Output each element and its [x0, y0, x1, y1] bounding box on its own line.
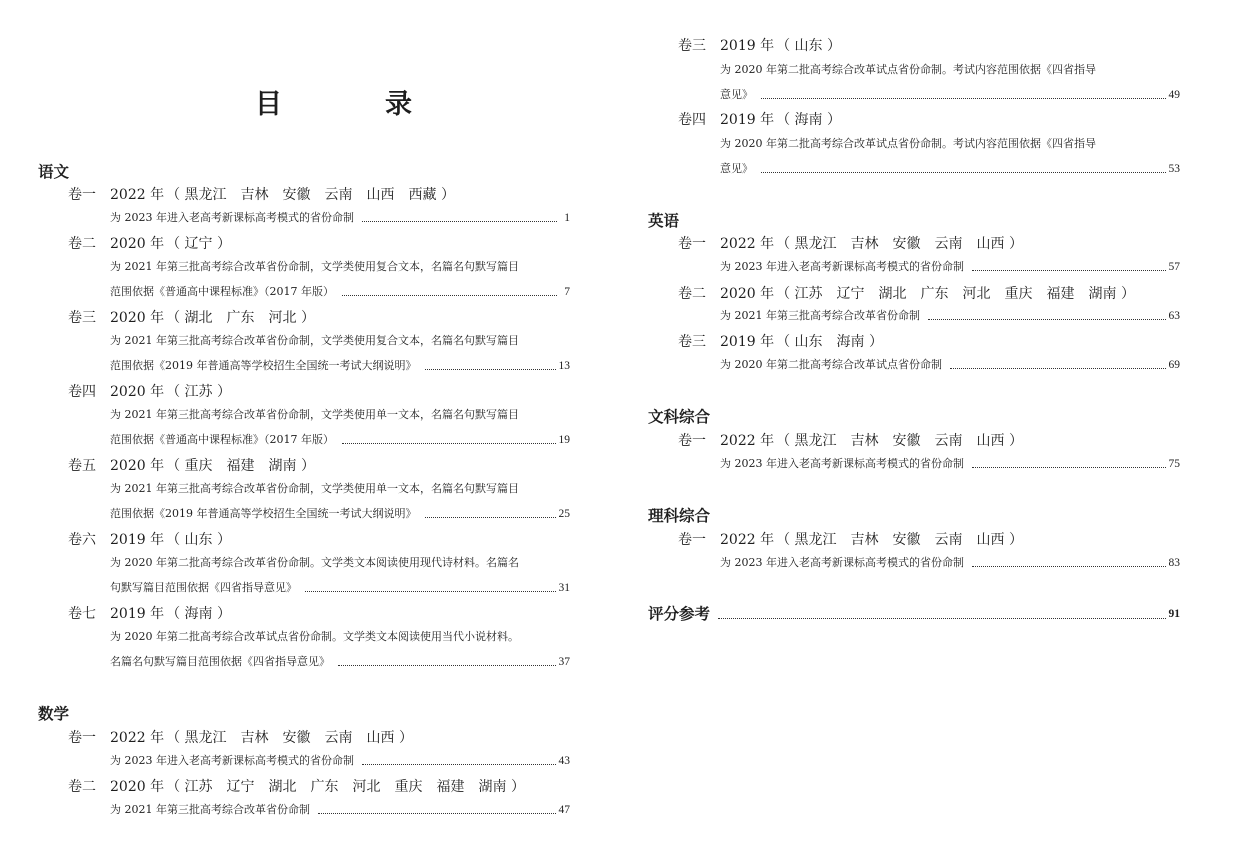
- volume-label: 卷四: [68, 384, 96, 400]
- dot-leader: [950, 368, 1166, 369]
- toc-entry-desc: [720, 358, 1180, 372]
- volume-year: 2020 年: [110, 310, 165, 326]
- volume-label: 卷二: [678, 286, 706, 302]
- toc-entry-desc: [720, 162, 1180, 176]
- page-number: 63: [1168, 310, 1180, 322]
- dot-leader: [972, 270, 1166, 271]
- toc-entry-title: [68, 309, 315, 327]
- volume-regions: （ 江苏 辽宁 湖北 广东 河北 重庆 福建 湖南 ）: [166, 779, 525, 795]
- volume-label: 卷三: [678, 334, 706, 350]
- volume-year: 2022 年: [720, 236, 775, 252]
- dot-leader: [342, 295, 557, 296]
- dot-leader: [362, 764, 556, 765]
- volume-label: 卷三: [68, 310, 96, 326]
- dot-leader: [338, 665, 556, 666]
- volume-label: 卷一: [678, 532, 706, 548]
- toc-entry-desc: [110, 507, 570, 521]
- desc-text: 范围依据《2019 年普通高等学校招生全国统一考试大纲说明》: [110, 359, 417, 372]
- volume-regions: （ 山东 ）: [166, 532, 231, 548]
- toc-entry-desc: [720, 260, 1180, 274]
- toc-entry-desc: [110, 655, 570, 669]
- desc-text: 为 2021 年第三批高考综合改革省份命制，文学类使用复合文本，名篇名句默写篇目: [110, 260, 519, 273]
- volume-label: 卷一: [678, 433, 706, 449]
- desc-text: 范围依据《2019 年普通高等学校招生全国统一考试大纲说明》: [110, 507, 417, 520]
- desc-text: 为 2023 年进入老高考新课标高考模式的省份命制: [110, 211, 354, 224]
- page-number: 31: [558, 582, 570, 594]
- dot-leader: [761, 98, 1166, 99]
- volume-label: 卷七: [68, 606, 96, 622]
- dot-leader: [761, 172, 1166, 173]
- volume-regions: （ 江苏 辽宁 湖北 广东 河北 重庆 福建 湖南 ）: [776, 286, 1135, 302]
- volume-year: 2020 年: [720, 286, 775, 302]
- section-heading-math: 数学: [38, 705, 70, 723]
- volume-label: 卷四: [678, 112, 706, 128]
- section-heading-science: 理科综合: [648, 507, 711, 525]
- desc-text: 为 2023 年进入老高考新课标高考模式的省份命制: [720, 260, 964, 273]
- dot-leader: [362, 221, 557, 222]
- toc-entry-desc: [110, 754, 570, 768]
- volume-year: 2020 年: [110, 779, 165, 795]
- desc-text: 为 2021 年第三批高考综合改革省份命制，文学类使用单一文本，名篇名句默写篇目: [110, 482, 519, 495]
- volume-label: 卷五: [68, 458, 96, 474]
- desc-text: 为 2023 年进入老高考新课标高考模式的省份命制: [720, 457, 964, 470]
- volume-year: 2020 年: [110, 384, 165, 400]
- volume-label: 卷一: [68, 187, 96, 203]
- desc-text: 名篇名句默写篇目范围依据《四省指导意见》: [110, 655, 330, 668]
- volume-year: 2022 年: [110, 187, 165, 203]
- page-number: 53: [1168, 163, 1180, 175]
- desc-text: 意见》: [720, 88, 753, 101]
- volume-label: 卷六: [68, 532, 96, 548]
- dot-leader: [318, 813, 556, 814]
- toc-entry-title: [678, 432, 1023, 450]
- desc-text: 为 2020 年第二批高考综合改革省份命制。文学类文本阅读使用现代诗材料。名篇名: [110, 556, 519, 569]
- toc-entry-title: [68, 729, 413, 747]
- dot-leader: [928, 319, 1166, 320]
- toc-entry-title: [68, 186, 455, 204]
- toc-entry-title: [68, 605, 231, 623]
- toc-entry-desc: [110, 803, 570, 817]
- page-number: 57: [1168, 261, 1180, 273]
- page-number: 19: [558, 434, 570, 446]
- toc-entry-title: [678, 235, 1023, 253]
- desc-text: 为 2021 年第三批高考综合改革省份命制: [720, 309, 920, 322]
- section-heading-liberal-arts: 文科综合: [648, 408, 711, 426]
- volume-label: 卷一: [68, 730, 96, 746]
- volume-regions: （ 重庆 福建 湖南 ）: [166, 458, 315, 474]
- desc-text: 为 2020 年第二批高考综合改革试点省份命制。考试内容范围依据《四省指导: [720, 137, 1096, 150]
- volume-label: 卷三: [678, 38, 706, 54]
- volume-year: 2019 年: [720, 334, 775, 350]
- toc-entry-desc: [720, 88, 1180, 102]
- toc-entry-title: [68, 531, 231, 549]
- volume-label: 卷二: [68, 236, 96, 252]
- volume-year: 2019 年: [110, 606, 165, 622]
- volume-regions: （ 黑龙江 吉林 安徽 云南 山西 ）: [776, 532, 1023, 548]
- volume-year: 2022 年: [720, 433, 775, 449]
- page-number: 49: [1168, 89, 1180, 101]
- toc-entry-desc: [110, 433, 570, 447]
- page-title: 目 录: [255, 89, 450, 120]
- volume-year: 2019 年: [110, 532, 165, 548]
- toc-entry-title: [678, 111, 841, 129]
- dot-leader: [972, 467, 1166, 468]
- desc-text: 范围依据《普通高中课程标准》（2017 年版）: [110, 433, 334, 446]
- section-scoring-reference: [648, 604, 1180, 624]
- volume-regions: （ 黑龙江 吉林 安徽 云南 山西 西藏 ）: [166, 187, 455, 203]
- page-number: 83: [1168, 557, 1180, 569]
- volume-regions: （ 黑龙江 吉林 安徽 云南 山西 ）: [776, 433, 1023, 449]
- toc-entry-title: [678, 285, 1135, 303]
- volume-regions: （ 黑龙江 吉林 安徽 云南 山西 ）: [776, 236, 1023, 252]
- volume-year: 2020 年: [110, 458, 165, 474]
- volume-regions: （ 黑龙江 吉林 安徽 云南 山西 ）: [166, 730, 413, 746]
- desc-text: 句默写篇目范围依据《四省指导意见》: [110, 581, 297, 594]
- page-number: 37: [558, 656, 570, 668]
- desc-text: 意见》: [720, 162, 753, 175]
- dot-leader: [718, 618, 1165, 619]
- section-heading-english: 英语: [648, 212, 680, 230]
- toc-entry-desc: [720, 457, 1180, 471]
- volume-regions: （ 山东 ）: [776, 38, 841, 54]
- volume-label: 卷一: [678, 236, 706, 252]
- page-number: 7: [564, 286, 570, 298]
- toc-entry-desc: [720, 556, 1180, 570]
- desc-text: 为 2023 年进入老高考新课标高考模式的省份命制: [720, 556, 964, 569]
- toc-entry-title: [678, 531, 1023, 549]
- volume-regions: （ 湖北 广东 河北 ）: [166, 310, 315, 326]
- toc-entry-title: [68, 778, 525, 796]
- volume-regions: （ 山东 海南 ）: [776, 334, 883, 350]
- volume-regions: （ 海南 ）: [166, 606, 231, 622]
- desc-text: 为 2020 年第二批高考综合改革试点省份命制: [720, 358, 942, 371]
- page-number: 69: [1168, 359, 1180, 371]
- desc-text: 范围依据《普通高中课程标准》（2017 年版）: [110, 285, 334, 298]
- dot-leader: [972, 566, 1166, 567]
- toc-entry-desc: [110, 359, 570, 373]
- toc-entry-title: [68, 457, 315, 475]
- dot-leader: [342, 443, 556, 444]
- desc-text: 为 2021 年第三批高考综合改革省份命制: [110, 803, 310, 816]
- toc-entry-desc: [110, 211, 570, 225]
- dot-leader: [425, 517, 556, 518]
- volume-regions: （ 辽宁 ）: [166, 236, 231, 252]
- page-number: 13: [558, 360, 570, 372]
- toc-entry-title: [678, 37, 841, 55]
- volume-year: 2019 年: [720, 112, 775, 128]
- toc-entry-title: [68, 383, 231, 401]
- desc-text: 为 2020 年第二批高考综合改革试点省份命制。考试内容范围依据《四省指导: [720, 63, 1096, 76]
- volume-year: 2022 年: [110, 730, 165, 746]
- page-number: 47: [558, 804, 570, 816]
- volume-year: 2022 年: [720, 532, 775, 548]
- section-heading-chinese: 语文: [38, 163, 70, 181]
- toc-entry-desc: [720, 309, 1180, 323]
- page-number: 43: [558, 755, 570, 767]
- desc-text: 为 2021 年第三批高考综合改革省份命制，文学类使用单一文本，名篇名句默写篇目: [110, 408, 519, 421]
- volume-label: 卷二: [68, 779, 96, 795]
- page-number: 75: [1168, 458, 1180, 470]
- page-number: 1: [564, 212, 570, 224]
- toc-entry-desc: [110, 285, 570, 299]
- page-number: 91: [1168, 608, 1180, 620]
- desc-text: 为 2020 年第二批高考综合改革试点省份命制。文学类文本阅读使用当代小说材料。: [110, 630, 519, 643]
- dot-leader: [425, 369, 556, 370]
- desc-text: 为 2023 年进入老高考新课标高考模式的省份命制: [110, 754, 354, 767]
- volume-year: 2020 年: [110, 236, 165, 252]
- toc-entry-title: [678, 333, 883, 351]
- section-heading-scoring: 评分参考: [648, 605, 711, 623]
- toc-entry-title: [68, 235, 231, 253]
- volume-year: 2019 年: [720, 38, 775, 54]
- dot-leader: [305, 591, 556, 592]
- volume-regions: （ 海南 ）: [776, 112, 841, 128]
- page-number: 25: [558, 508, 570, 520]
- volume-regions: （ 江苏 ）: [166, 384, 231, 400]
- toc-entry-desc: [110, 581, 570, 595]
- desc-text: 为 2021 年第三批高考综合改革省份命制，文学类使用复合文本，名篇名句默写篇目: [110, 334, 519, 347]
